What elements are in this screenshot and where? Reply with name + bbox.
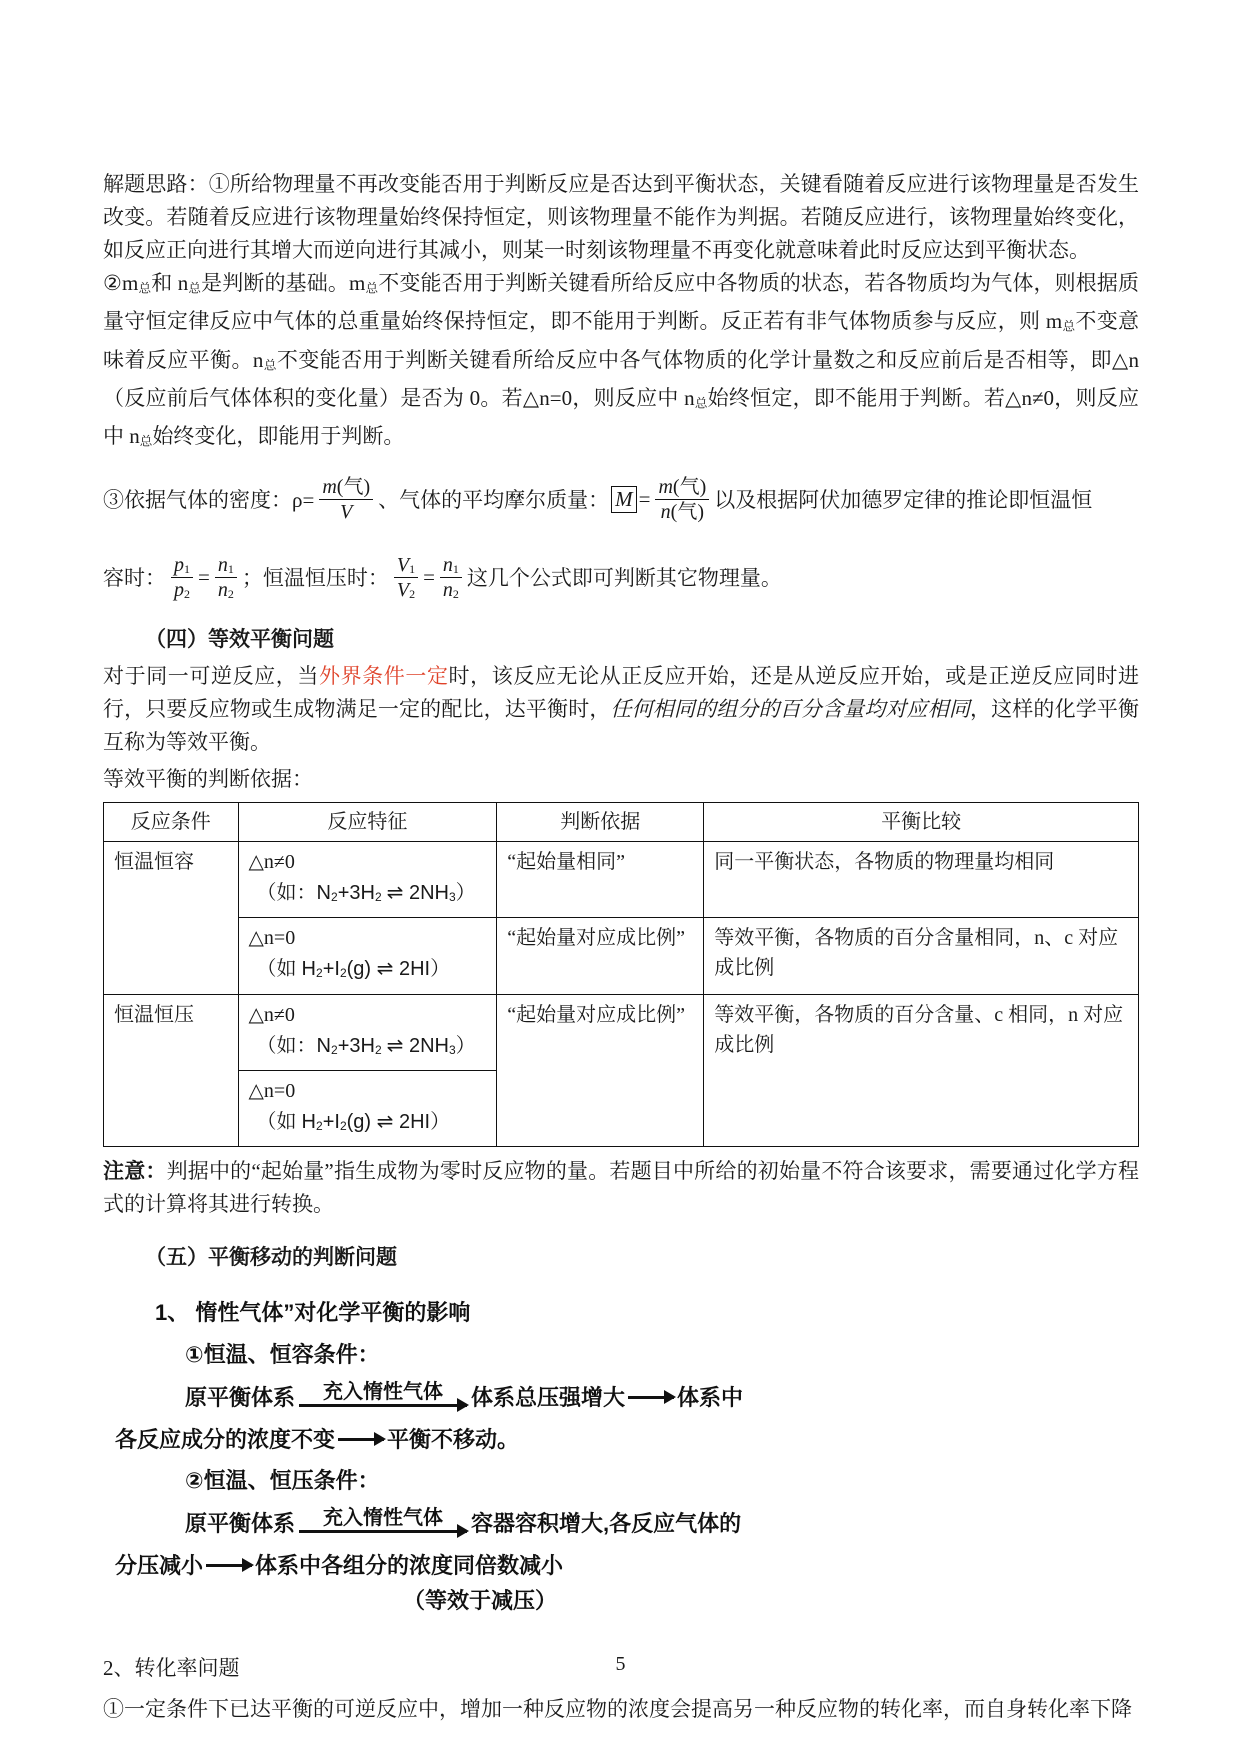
text-segment: 不变能否用于判断关键看所给反应中各气体物质的化学计量数之和反应前后是否相等，即△n（反应前后气体体积的变化量）是否为 0。若△n=0，则反应中 n — [103, 347, 1140, 410]
text-segment: V — [340, 500, 353, 523]
cell-judgment: “起始量对应成比例” — [497, 918, 704, 994]
text-segment: 2HI — [393, 958, 431, 981]
arrow-right-icon — [206, 1564, 252, 1567]
fraction-numerator — [655, 475, 709, 500]
diagram-flow-line-2 — [103, 1422, 1139, 1458]
fraction-denominator — [337, 500, 355, 524]
flow-text: 体系中 — [677, 1384, 744, 1410]
fraction-p1-p2 — [171, 553, 193, 602]
feature-line-1: △n≠0 — [248, 851, 295, 874]
text-segment: m — [658, 475, 673, 498]
diagram-flow-line-3 — [103, 1506, 1139, 1542]
text-segment: 不变能否用于判断关键看所给反应中各物质的状态，若各物质均为气体，则根据质量守恒定律反应中气体的总重量始终保持恒定，即不能用于判断。反正若有非气体物质参与反应，则 m — [103, 271, 1140, 334]
arrow-right-icon — [299, 1530, 467, 1533]
cell-feature — [238, 1070, 497, 1146]
text-segment: ） — [455, 1034, 476, 1057]
table-header-row — [104, 803, 1139, 842]
text-segment: (g) — [346, 1110, 377, 1133]
text-segment: 和 n — [151, 271, 189, 295]
formula-text: 以及根据阿伏加德罗定律的推论即恒温恒 — [714, 488, 1093, 513]
text-segment: 总 — [138, 281, 152, 296]
feature-equation — [249, 877, 487, 912]
text-segment: 1 — [227, 561, 234, 576]
text-segment: 总 — [139, 434, 153, 449]
text-segment: 总 — [1062, 319, 1076, 334]
text-segment: 2 — [374, 890, 382, 905]
text-segment: ②m — [103, 271, 139, 295]
diagram-flow-line-1 — [103, 1380, 1139, 1416]
fraction-denominator — [440, 578, 462, 602]
cell-condition-constant-t-p: 恒温恒压 — [104, 994, 239, 1146]
page-content — [103, 168, 1139, 1726]
feature-equation — [249, 1030, 487, 1065]
text-segment: V — [396, 578, 410, 601]
arrow-label: 充入惰性气体 — [323, 1381, 444, 1404]
text-segment: 不变意味着反应平衡。n — [103, 309, 1139, 372]
fraction-numerator — [440, 553, 462, 578]
paragraph-conversion-rate-detail: ①一定条件下已达平衡的可逆反应中，增加一种反应物的浓度会提高另一种反应物的转化率，而自身转化率下降 — [103, 1696, 1132, 1721]
text-segment: （如 — [256, 958, 302, 981]
note-paragraph — [103, 1155, 1139, 1221]
text-segment: V — [396, 553, 410, 576]
text-segment: 对于同一可逆反应，当 — [103, 664, 319, 689]
fraction-v1-v2 — [394, 553, 418, 602]
fraction-mass-over-volume — [319, 475, 373, 524]
text-segment: n — [217, 553, 228, 576]
text-segment: （如： — [256, 1034, 317, 1057]
paragraph-equivalent-equilibrium-intro — [103, 660, 1139, 759]
text-segment: 1 — [452, 561, 459, 576]
boxed-average-molar-mass: M — [611, 486, 637, 513]
formula-text: ③依据气体的密度：ρ= — [103, 488, 315, 513]
text-segment: N — [316, 1034, 331, 1057]
arrow-right-icon — [628, 1396, 674, 1399]
text-segment: 3 — [448, 1042, 456, 1057]
fraction-numerator — [394, 553, 418, 578]
table-row — [104, 994, 1139, 1070]
cell-condition-constant-t-v: 恒温恒容 — [104, 842, 239, 994]
column-header-judgment: 判断依据 — [497, 803, 704, 842]
table-row — [104, 842, 1139, 918]
labeled-arrow — [299, 1506, 467, 1541]
fraction-denominator — [215, 578, 237, 602]
text-segment: 外界条件一定 — [318, 664, 449, 689]
diagram-title: 1、 惰性气体”对化学平衡的影响 — [155, 1299, 471, 1325]
text-segment: p — [174, 553, 184, 576]
column-header-comparison: 平衡比较 — [704, 803, 1139, 842]
text-segment: 2NH — [403, 1034, 449, 1057]
feature-equation — [249, 953, 487, 988]
text-segment: ，这样的化学平衡互称为等效平衡。 — [103, 697, 1140, 755]
text-segment: 总 — [263, 357, 277, 372]
column-header-feature: 反应特征 — [238, 803, 497, 842]
text-segment: 2 — [316, 966, 323, 981]
formula-density-molar-mass — [103, 462, 1139, 536]
text-segment: 2 — [316, 1118, 323, 1133]
text-segment: ） — [430, 1110, 451, 1133]
cell-judgment: “起始量相同” — [497, 842, 704, 918]
text-segment: 1 — [184, 561, 190, 576]
fraction-denominator — [658, 500, 707, 524]
text-segment: 2HI — [393, 1110, 431, 1133]
feature-line-1: △n=0 — [248, 1079, 296, 1102]
feature-equation — [249, 1106, 487, 1141]
text-segment: (g) — [346, 958, 377, 981]
text-segment: n — [442, 578, 453, 601]
text-segment: 2 — [339, 966, 347, 981]
flow-text: 各反应成分的浓度不变 — [115, 1426, 336, 1452]
text-segment: (气) — [672, 475, 707, 498]
cell-comparison: 同一平衡状态，各物质的物理量均相同 — [704, 842, 1139, 918]
flow-text: 体系总压强增大 — [471, 1384, 626, 1410]
diagram-flow-line-4 — [103, 1548, 1139, 1584]
fraction-numerator — [215, 553, 237, 578]
table-caption: 等效平衡的判断依据： — [103, 767, 313, 792]
text-segment: ⇌ — [386, 1032, 404, 1057]
text-segment: H — [301, 1110, 316, 1133]
text-segment: 2 — [374, 1042, 382, 1057]
text-segment: （如 — [256, 1110, 302, 1133]
formula-pressure-volume-ratios — [103, 540, 1139, 614]
text-segment: m — [322, 475, 337, 498]
paragraph-mass-moles-basis — [103, 267, 1139, 458]
equivalent-equilibrium-table — [103, 802, 1139, 1147]
text-segment: 是判断的基础。m — [201, 271, 366, 295]
flow-text: 容器容积增大,各反应气体的 — [471, 1510, 742, 1536]
text-segment: 2 — [339, 1118, 347, 1133]
formula-text: = — [638, 486, 651, 511]
flow-text: 原平衡体系 — [185, 1384, 296, 1410]
text-segment: H — [301, 958, 316, 981]
diagram-note-equivalent-decompression: （等效于减压） — [403, 1587, 558, 1613]
text-segment: 2 — [452, 586, 459, 601]
fraction-numerator — [171, 553, 193, 578]
text-segment: （如： — [256, 882, 317, 905]
formula-text: = — [423, 564, 435, 589]
fraction-mass-over-moles — [655, 475, 709, 524]
cell-comparison: 等效平衡，各物质的百分含量、c 相同，n 对应成比例 — [704, 994, 1139, 1146]
text-segment: 任何相同的组分的百分含量均对应相同 — [610, 697, 970, 722]
page-number: 5 — [615, 1653, 626, 1675]
formula-text: ；恒温恒压时： — [241, 566, 389, 591]
feature-line-1: △n≠0 — [248, 1003, 295, 1026]
text-segment: +3H — [337, 882, 375, 905]
text-segment: n — [217, 578, 228, 601]
text-segment: ） — [430, 958, 451, 981]
text-segment: n — [660, 500, 671, 523]
text-segment: 2 — [331, 890, 338, 905]
cell-feature — [238, 842, 497, 918]
note-text: 判据中的“起始量”指生成物为零时反应物的量。若题目中所给的初始量不符合该要求，需要通过化学方程式的计算将其进行转换。 — [103, 1158, 1140, 1216]
cell-judgment: “起始量对应成比例” — [497, 994, 704, 1146]
text-segment: +I — [322, 958, 340, 981]
formula-text: 容时： — [103, 566, 166, 591]
text-segment: 1 — [409, 561, 416, 576]
text-segment: 2 — [409, 586, 416, 601]
paragraph-conversion-rate-title: 2、转化率问题 — [103, 1655, 240, 1680]
text-segment: n — [442, 553, 453, 576]
text-segment: 2 — [227, 586, 234, 601]
fraction-denominator — [394, 578, 418, 602]
section-header-5: （五）平衡移动的判断问题 — [145, 1244, 397, 1269]
fraction-numerator — [319, 475, 373, 500]
formula-text: = — [198, 564, 210, 589]
column-header-condition: 反应条件 — [104, 803, 239, 842]
inert-gas-effect-diagram — [103, 1294, 1139, 1618]
text-segment: 2NH — [403, 882, 449, 905]
text-segment: ） — [455, 882, 476, 905]
diagram-condition-1: ①恒温、恒容条件： — [185, 1341, 380, 1367]
cell-feature — [238, 918, 497, 994]
text-segment: ⇌ — [386, 880, 404, 905]
formula-text: 、气体的平均摩尔质量： — [378, 488, 610, 513]
text-segment: 总 — [694, 396, 708, 411]
text-segment: ⇌ — [376, 1108, 394, 1133]
formula-text: 这几个公式即可判断其它物理量。 — [466, 566, 782, 591]
text-segment: N — [316, 882, 331, 905]
paragraph-solution-approach: 解题思路：①所给物理量不再改变能否用于判断反应是否达到平衡状态，关键看随着反应进行该物理量是否发生改变。若随着反应进行该物理量始终保持恒定，则该物理量不能作为判据。若随反应进行，该物理量始终变化，如反应正向进行其增大而逆向进行其减小，则某一时刻该物理量不再变化就意味着此时反应达到平衡状态。 — [103, 172, 1139, 262]
feature-line-1: △n=0 — [248, 927, 296, 950]
text-segment: 2 — [184, 586, 190, 601]
cell-comparison: 等效平衡，各物质的百分含量相同，n、c 对应成比例 — [704, 918, 1139, 994]
arrow-right-icon — [299, 1404, 467, 1407]
text-segment: 始终恒定，即不能用于判断。若△n≠0，则反应中 n — [103, 385, 1139, 449]
text-segment: 始终变化，即能用于判断。 — [152, 424, 405, 449]
diagram-condition-2: ②恒温、恒压条件： — [185, 1467, 380, 1493]
arrow-right-icon — [338, 1438, 384, 1441]
fraction-denominator — [171, 578, 193, 602]
flow-text: 平衡不移动。 — [387, 1426, 520, 1452]
cell-feature — [238, 994, 497, 1070]
labeled-arrow — [299, 1380, 467, 1415]
section-header-4: （四）等效平衡问题 — [145, 627, 334, 652]
text-segment: (气) — [670, 500, 704, 523]
text-segment: ⇌ — [376, 956, 394, 981]
table-row — [104, 918, 1139, 994]
text-segment: +3H — [337, 1034, 375, 1057]
flow-text: 原平衡体系 — [185, 1510, 296, 1536]
fraction-n1-n2 — [215, 553, 237, 602]
text-segment: 总 — [365, 281, 379, 296]
text-segment: 时，该反应无论从正反应开始，还是从逆反应开始，或是正逆反应同时进行，只要反应物或生成物满足一定的配比，达平衡时， — [103, 664, 1140, 722]
text-segment: p — [174, 578, 184, 601]
text-segment: 3 — [448, 890, 456, 905]
text-segment: +I — [322, 1110, 340, 1133]
text-segment: 总 — [188, 281, 202, 296]
text-segment: (气) — [336, 475, 371, 498]
flow-text: 体系中各组分的浓度同倍数减小 — [255, 1552, 564, 1578]
flow-text: 分压减小 — [115, 1552, 204, 1578]
fraction-n1-n2 — [440, 553, 462, 602]
note-label: 注意： — [103, 1158, 167, 1183]
text-segment: 2 — [331, 1042, 338, 1057]
arrow-label: 充入惰性气体 — [323, 1507, 444, 1530]
